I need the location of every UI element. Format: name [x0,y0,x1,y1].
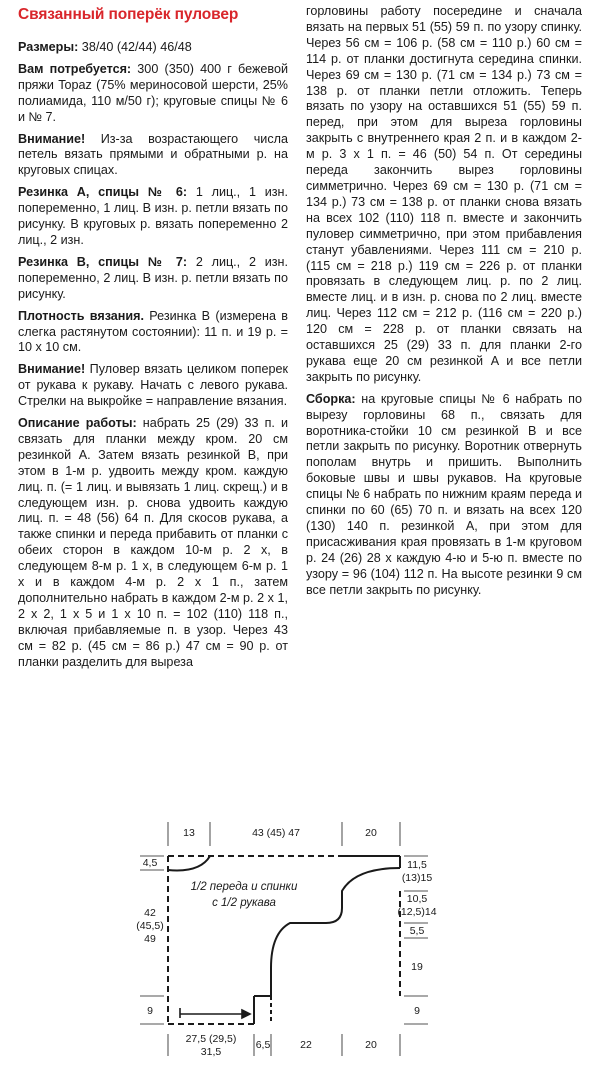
dim-left-9: 9 [147,1005,153,1017]
dim-right-10: 10,5 [406,893,428,905]
article-title: Связанный поперёк пуловер [18,6,239,23]
attention2-label: Внимание! [18,362,86,377]
materials-paragraph [18,62,288,126]
materials-value: 300 (350) 400 г бежевой пряжи Topaz (75% мериносовой шерсти, 25% полиамида, 110 м/50 г); круговые спицы № 6 и № 7. [18,61,288,124]
gauge-value: Резинка B (измерена в слегка растянутом состоянии): 11 п. и 19 р. = 10 х 10 см. [18,308,288,355]
dim-right-115: 11,5 [407,859,427,871]
attention1-label: Внимание! [18,131,86,146]
rib-a-value: 1 лиц., 1 изн. попеременно, 1 лиц. В изн. р. петли вязать по рисунку. В круговых р. вязать попеременно 2 лиц., 2 изн. [18,185,288,247]
dim-top-13: 13 [183,827,195,839]
materials-label: Вам потребуется: [18,61,132,76]
dim-left-45: 4,5 [142,857,158,869]
gauge-label: Плотность вязания. [18,308,144,323]
description-paragraph [18,416,288,671]
description-continued: горловины работу посередине и сначала вязать на первых 51 (55) 59 п. по узору спинку. Через 56 см = 106 р. (58 см = 110 р.) 60 см = 114 р. от планки достигнута середина спинки. Через 69 см = 130 р. (71 см = 134 р.) 73 см = 138 р. от планки петли отложить. Теперь вязать по узору на оставшихся 51 (55) 59 п. перед, при этом для выреза горловины закрыть с внутреннего края 2 п. и в каждом 2-м р. 3 х 1 п. = 46 (50) 54 п. От середины переда закончить вырез горловины симметрично. Через 69 см = 130 р. (71 см = 134 р.) 73 см = 138 р. от планки снова вязать на всех 102 (110) 118 п. вместе и закончить пуловер симметрично, при этом прибавления станут убавлениями. Через 111 см = 210 р. (115 см = 218 р.) 119 см = 226 р. от планки провязать в следующем лиц. р. по 2 лиц. вместе лиц. и в изн. р. снова по 2 лиц. вместе лиц. Через 112 см = 212 р. (116 см = 220 р.) 120 см = 228 р. от планки связать на оставшихся 25 (29) 33 п. для планки 2-го рукава еще 20 см резинкой A и все петли закрыть по рисунку. [306,4,582,384]
dim-left-42a: 42 [144,907,156,919]
diagram-label-line1: 1/2 переда и спинки [190,881,298,893]
dim-right-9: 9 [414,1005,420,1017]
attention1-value: Из-за возрастающего числа петель вязать прямыми и обратными р. на круговых спицах. [18,131,288,178]
rib-b-value: 2 лиц., 2 изн. попеременно, 2 лиц. В изн. р. петли вязать по рисунку. [18,254,288,301]
dim-bottom-275a: 27,5 (29,5) [185,1033,237,1045]
attention1-paragraph [18,132,288,180]
assembly-value: на круговые спицы № 6 набрать по вырезу горловины 68 п., связать для воротника-стойки 10 см резинкой B и все петли закрыть по рисунку. Воротник отвернуть пополам внутрь и пришить. Выполнить боковые швы и швы рукавов. На круговые спицы № 6 набрать по нижним краям переда и спинки по 60 (65) 70 п. и вязать на всех 120 (130) 140 п. резинкой A, при этом для присасживания края провязать в 1-м круговом р. 24 (26) 28 х каждую 4-ю и 5-ю п. вместе по узору = 96 (104) 112 п. На высоте резинки 9 см все петли закрыть по рисунку. [306,391,582,597]
gauge-paragraph [18,309,288,357]
dim-right-55: 5,5 [409,925,425,937]
sizes-paragraph [18,40,288,56]
dim-right-19: 19 [411,961,423,973]
diagram-label-line2: с 1/2 рукава [212,897,276,909]
dim-bottom-20: 20 [365,1039,377,1051]
dim-bottom-22: 22 [300,1039,312,1051]
dim-left-42b: (45,5) [136,920,164,932]
dim-bottom-275b: 31,5 [200,1046,222,1058]
rib-b-paragraph [18,255,288,303]
dim-left-42c: 49 [144,933,156,945]
rib-a-label: Резинка A, спицы № 6: [18,185,188,200]
right-column [306,4,582,605]
assembly-paragraph [306,392,582,599]
dim-top-43: 43 (45) 47 [252,827,300,839]
dim-right-125: (12,5)14 [397,906,437,918]
assembly-label: Сборка: [306,391,356,406]
sizes-label: Размеры: [18,40,79,54]
dim-right-1315: (13)15 [401,872,433,884]
description-part1: набрать 25 (29) 33 п. и связать для планки между кром. 20 см резинкой A. Затем вязать резинкой B, при этом в 1-м р. удвоить между кром. каждую лиц. п. (= 1 лиц. и вывязать 1 лиц. скрещ.) и в следующем изн. р. снова удвоить каждую лиц. п. = 48 (56) 64 п. Для скосов рукава, а также спинки и переда прибавить от планки с обеих сторон в каждом 10-м р. 2 х, в следующем 8-м р. 1 х, в следующем 6-м р. 1 х и в каждом 4-м р. 2 х 1 п., затем дополнительно набрать в каждом 2-м р. 2 х 1, 2 х 2, 1 х 5 и 1 х 10 п. = 102 (110) 118 п., включая прибавляемые п. в узор. Через 43 см = 82 р. (45 см = 86 р.) 47 см = 90 р. от планки разделить для выреза [18,416,288,669]
left-column [18,6,288,677]
attention2-value: Пуловер вязать целиком поперек от рукава к рукаву. Начать с левого рукава. Стрелки на выкройке = направление вязания. [18,362,288,409]
dim-bottom-65: 6,5 [255,1039,271,1051]
rib-b-label: Резинка B, спицы № 7: [18,254,188,269]
rib-a-paragraph [18,185,288,249]
sizes-value: 38/40 (42/44) 46/48 [78,40,192,54]
pattern-schematic [130,818,460,1062]
attention2-paragraph [18,362,288,410]
description-label: Описание работы: [18,416,137,431]
dim-top-20: 20 [365,827,377,839]
